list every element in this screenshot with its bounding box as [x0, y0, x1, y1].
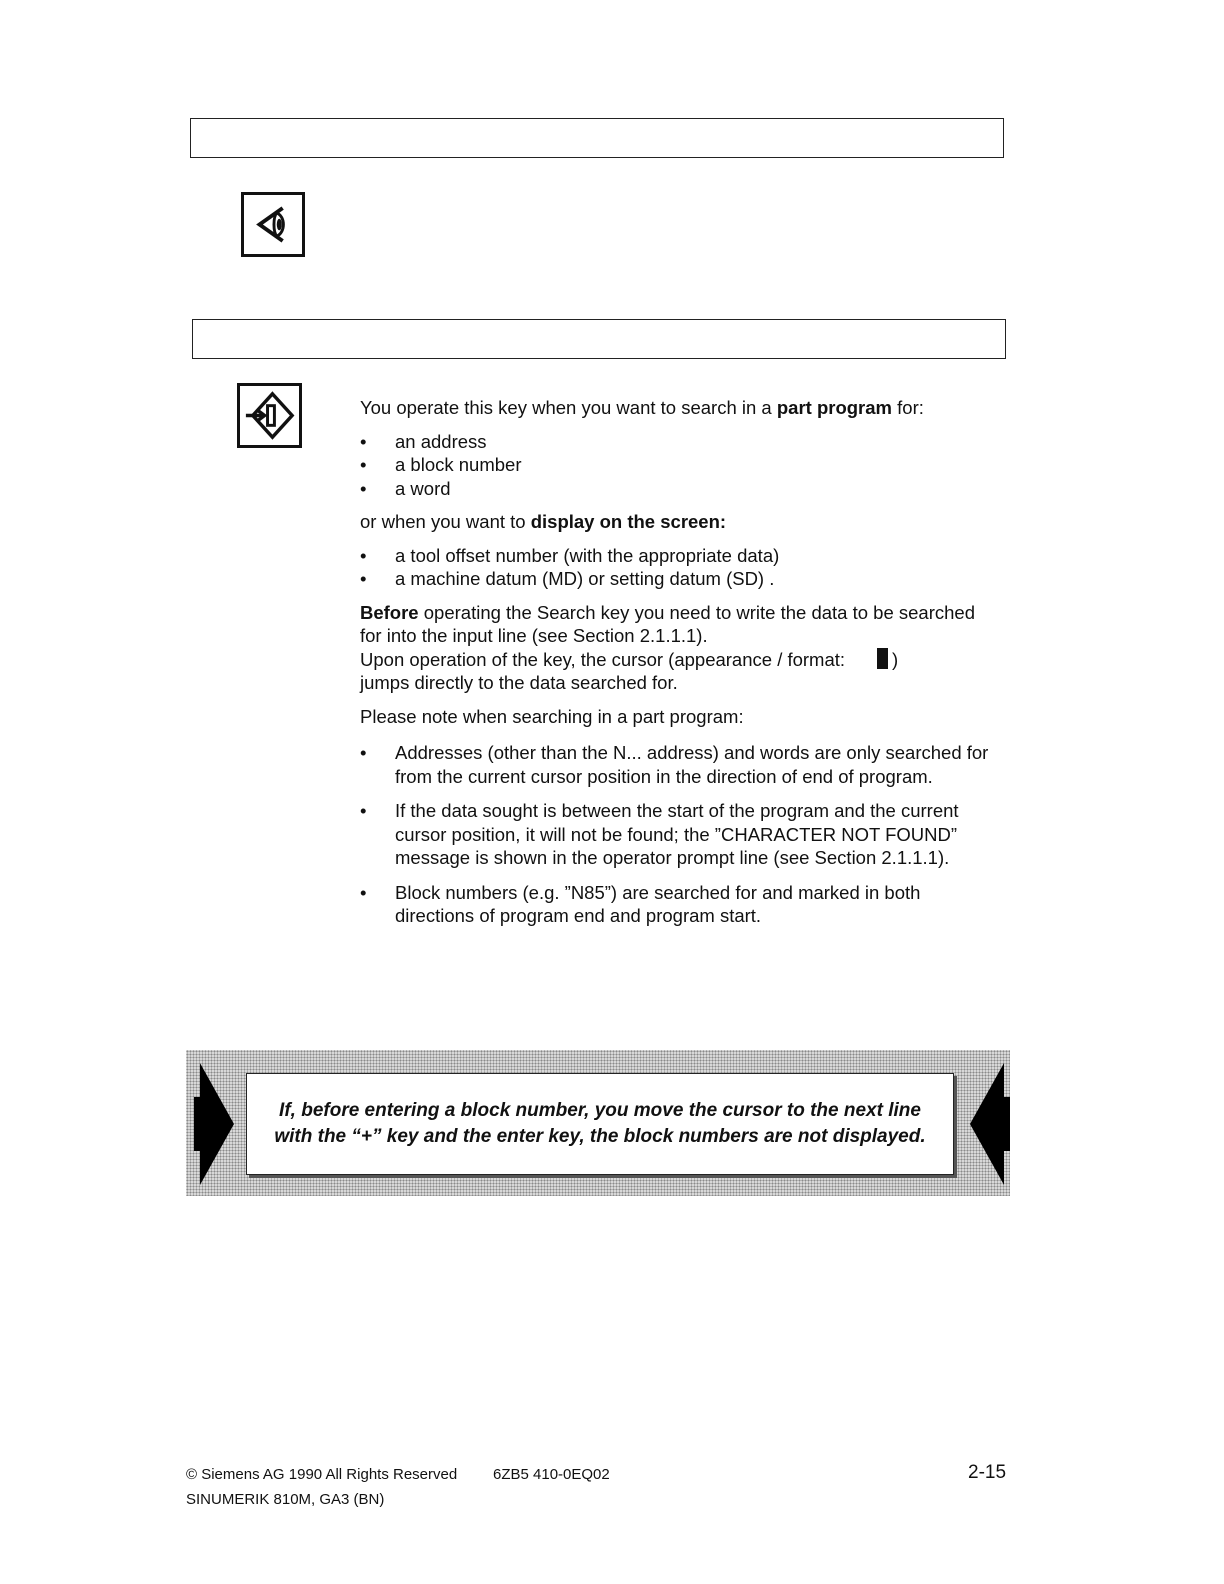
- intro-end: for:: [892, 397, 924, 418]
- note-text: [260, 1098, 940, 1150]
- search-key-icon: [237, 383, 302, 448]
- cursor-block-icon: [877, 648, 888, 669]
- arrow-left-icon: [960, 1063, 1010, 1185]
- cursor-text-line2: jumps directly to the data searched for.: [360, 672, 678, 693]
- intro-bold: part program: [776, 397, 892, 418]
- before-text: operating the Search key you need to write the data to be searched for into the input line (see Section 2.1.1.1).: [360, 601, 976, 646]
- before-bold: Before: [360, 601, 419, 623]
- note-box: [246, 1073, 954, 1175]
- before-paragraph: [360, 601, 1000, 648]
- intro-paragraph: [360, 396, 1000, 420]
- footer-order-number: 6ZB5 410-0EQ02: [493, 1466, 610, 1483]
- note-line-2: with the “+” key and the enter key, the block numbers are not displayed.: [274, 1126, 926, 1147]
- note-line-1: If, before entering a block number, you move the cursor to the next line: [279, 1100, 921, 1121]
- display-paragraph: [360, 510, 1000, 534]
- search-notes-list: [360, 741, 1000, 928]
- search-symbol: [240, 386, 299, 445]
- display-target-list: [360, 544, 1000, 591]
- display-text: or when you want to: [360, 511, 531, 532]
- section-header-box-2: [192, 319, 1006, 359]
- list-item: • a tool offset number (with the appropriate data): [360, 544, 1000, 568]
- list-item: • If the data sought is between the start of the program and the current cursor position, it will not be found; the ”CHARACTER NOT FOUND” message is shown in the operator prompt line (see Section 2.1.1.1).: [360, 799, 1000, 870]
- eye-key-icon: [241, 192, 305, 257]
- cursor-paragraph: [360, 648, 1000, 695]
- section-header-box-1: [190, 118, 1004, 158]
- eye-symbol: [244, 195, 302, 254]
- list-item: • a word: [360, 477, 1000, 501]
- list-item: • a block number: [360, 453, 1000, 477]
- arrow-right-icon: [194, 1063, 244, 1185]
- search-target-list: [360, 430, 1000, 501]
- list-item: • Addresses (other than the N... address) and words are only searched for from the current cursor position in the direction of end of program.: [360, 741, 1000, 788]
- cursor-close: ): [892, 648, 899, 670]
- footer-copyright: © Siemens AG 1990 All Rights Reserved: [186, 1466, 458, 1483]
- footer-product: SINUMERIK 810M, GA3 (BN): [186, 1491, 385, 1508]
- cursor-text: Upon operation of the key, the cursor (appearance / format:: [360, 648, 846, 670]
- page-number: 2-15: [968, 1462, 1007, 1483]
- intro-text: You operate this key when you want to search in a: [360, 397, 777, 418]
- please-note-paragraph: Please note when searching in a part program:: [360, 705, 744, 727]
- list-item: • Block numbers (e.g. ”N85”) are searched for and marked in both directions of program end and program start.: [360, 881, 1000, 928]
- display-bold: display on the screen:: [530, 511, 727, 532]
- search-key-description: [360, 396, 1000, 939]
- list-item: • an address: [360, 430, 1000, 454]
- list-item: • a machine datum (MD) or setting datum (SD) .: [360, 567, 1000, 591]
